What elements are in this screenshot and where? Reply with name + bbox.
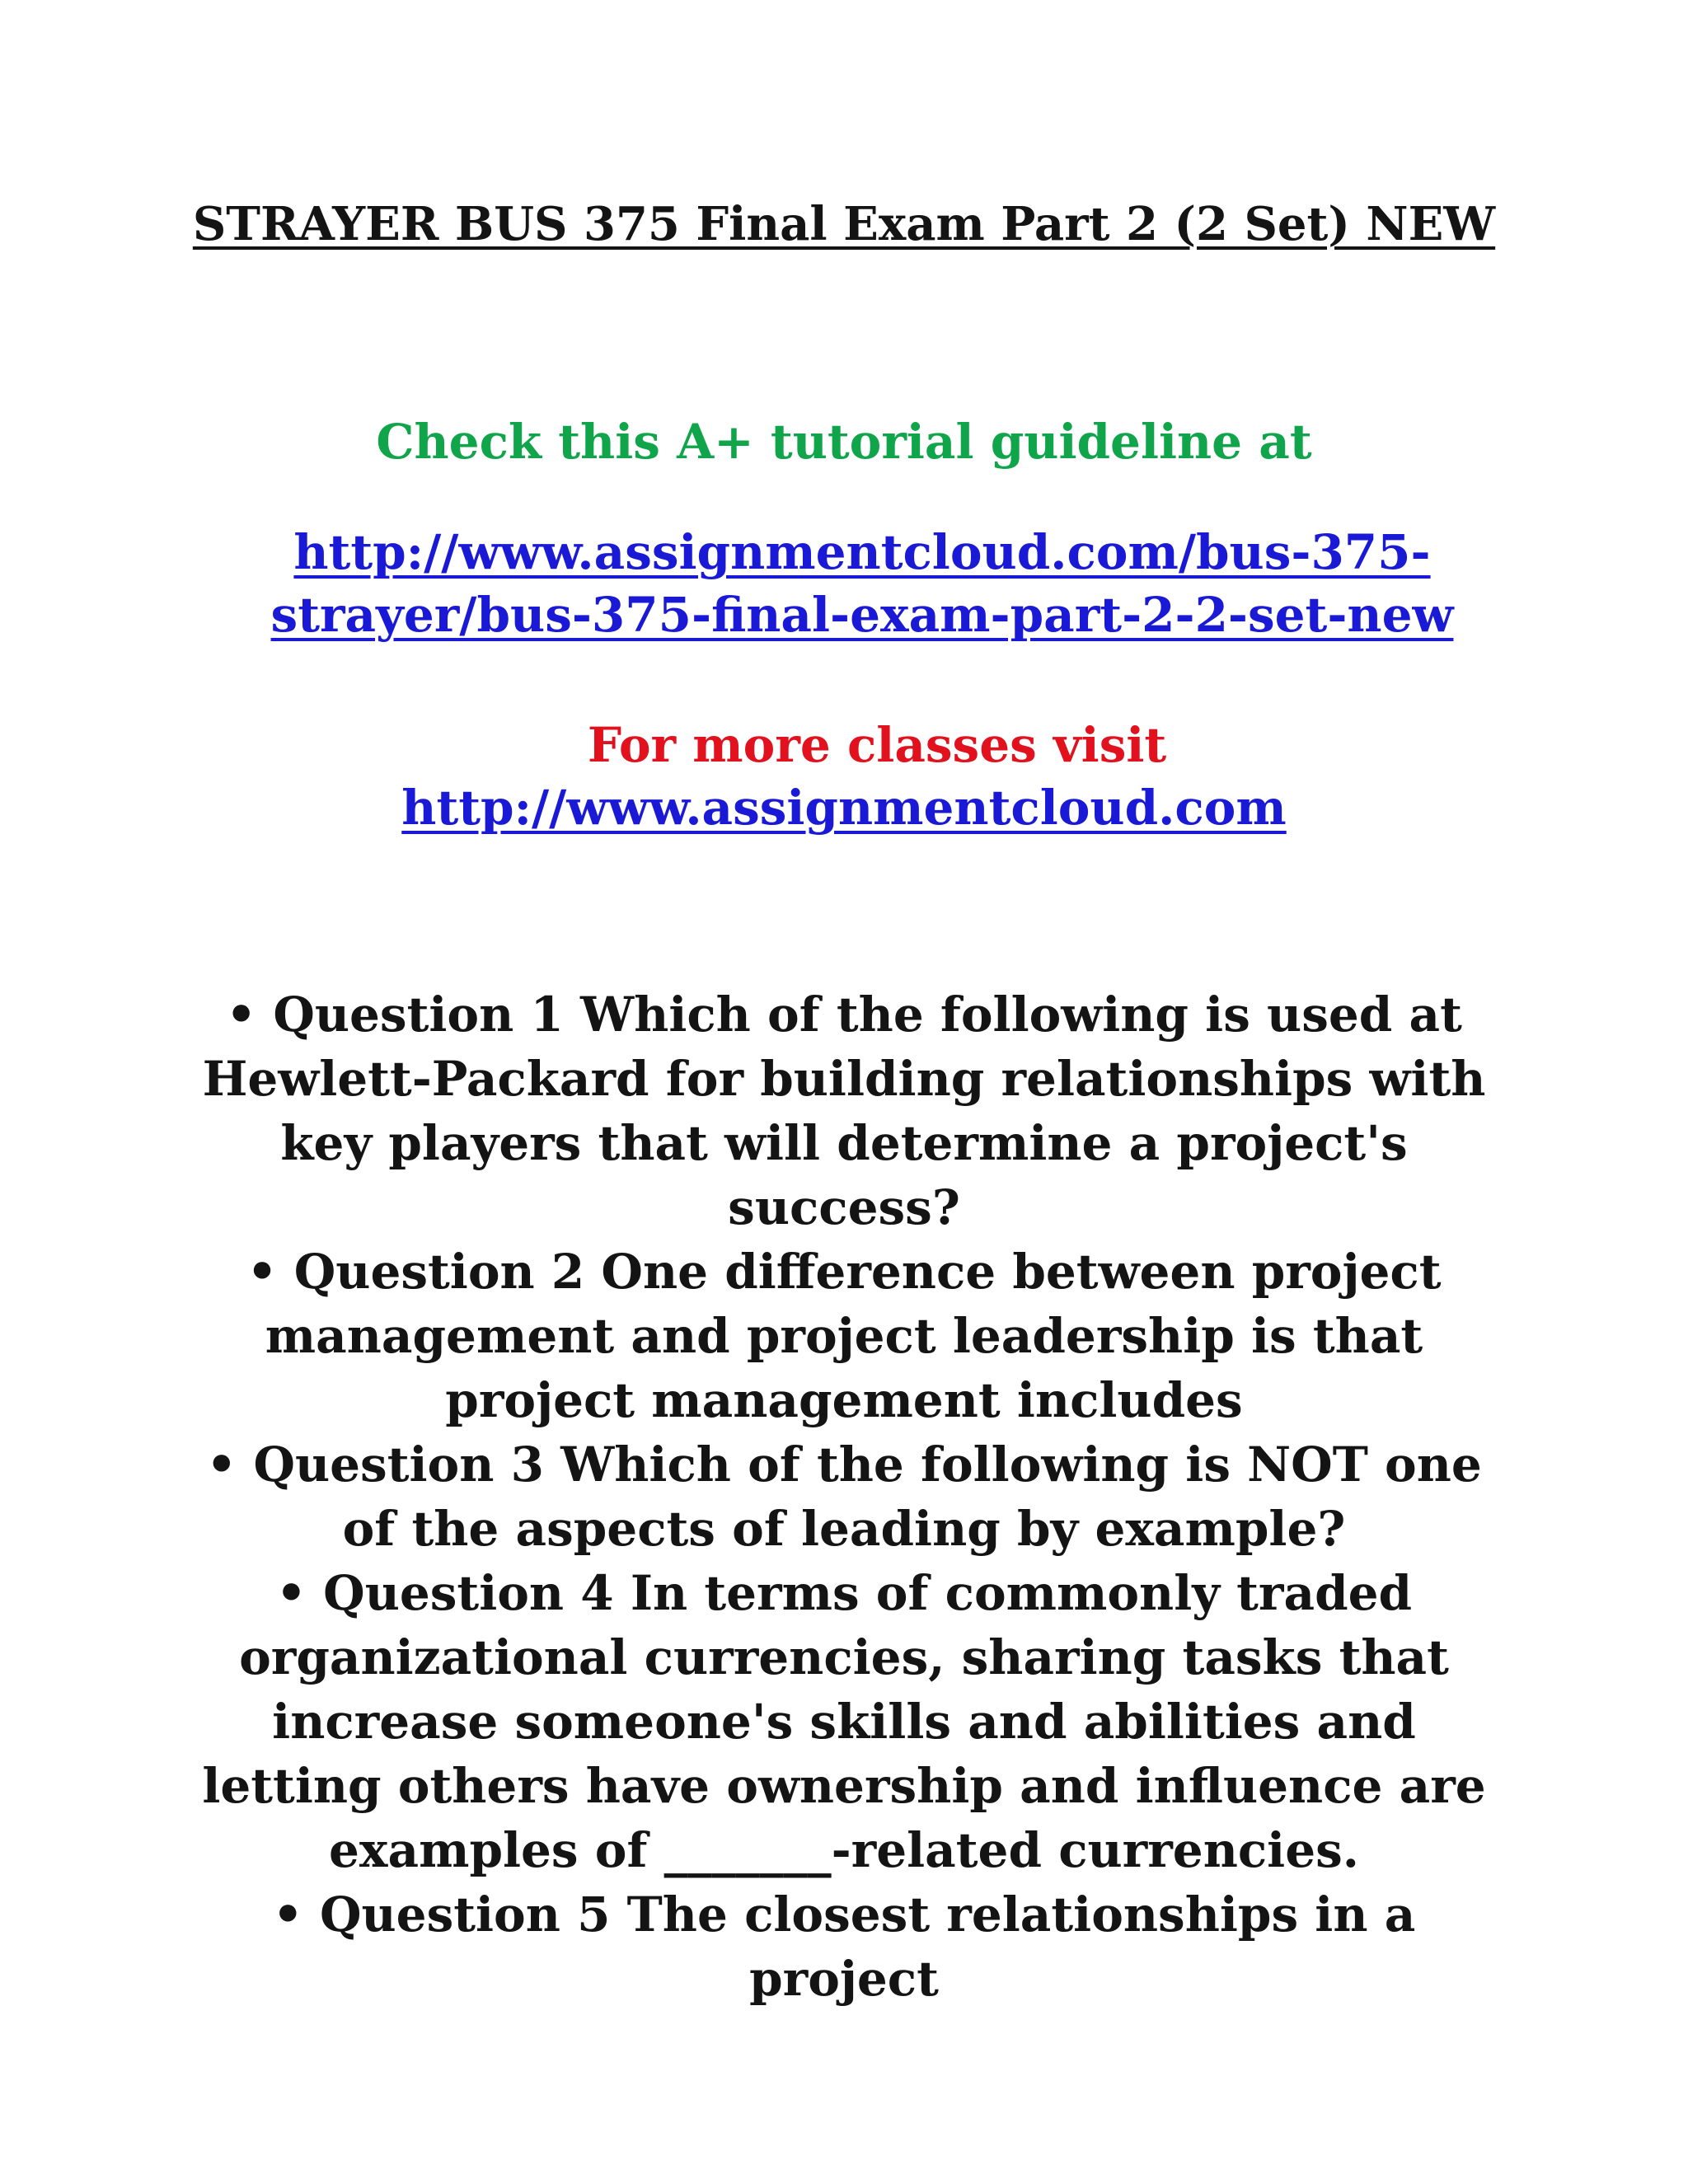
question-2: • Question 2 One difference between project management and project leadership is that project management includes xyxy=(246,1244,1442,1428)
tutorial-link-part-1[interactable]: http://www.assignmentcloud.com/bus-375- xyxy=(293,524,1431,580)
question-4: • Question 4 In terms of commonly traded organizational currencies, sharing tasks that increase someone's skills and abilities and letting others have ownership and influence are examples of _______-related currencies. xyxy=(202,1565,1486,1878)
tutorial-link-part-2[interactable]: strayer/bus-375-final-exam-part-2-2-set-new xyxy=(270,587,1454,643)
tutorial-guideline-text: Check this A+ tutorial guideline at xyxy=(376,414,1312,470)
site-link[interactable]: http://www.assignmentcloud.com xyxy=(401,780,1287,836)
more-classes-text: For more classes visit xyxy=(587,717,1167,773)
tutorial-link-line-2[interactable] xyxy=(0,583,1688,646)
site-link-line[interactable] xyxy=(0,776,1688,839)
question-5: • Question 5 The closest relationships in a project xyxy=(272,1886,1416,2007)
question-list xyxy=(181,982,1507,2011)
question-1: • Question 1 Which of the following is used at Hewlett-Packard for building relationships with key players that will determine a project's success? xyxy=(202,987,1486,1235)
tutorial-link-line-1[interactable] xyxy=(0,521,1688,583)
question-3: • Question 3 Which of the following is NOT one of the aspects of leading by example? xyxy=(206,1436,1482,1557)
page-title: STRAYER BUS 375 Final Exam Part 2 (2 Set) NEW xyxy=(192,197,1496,251)
